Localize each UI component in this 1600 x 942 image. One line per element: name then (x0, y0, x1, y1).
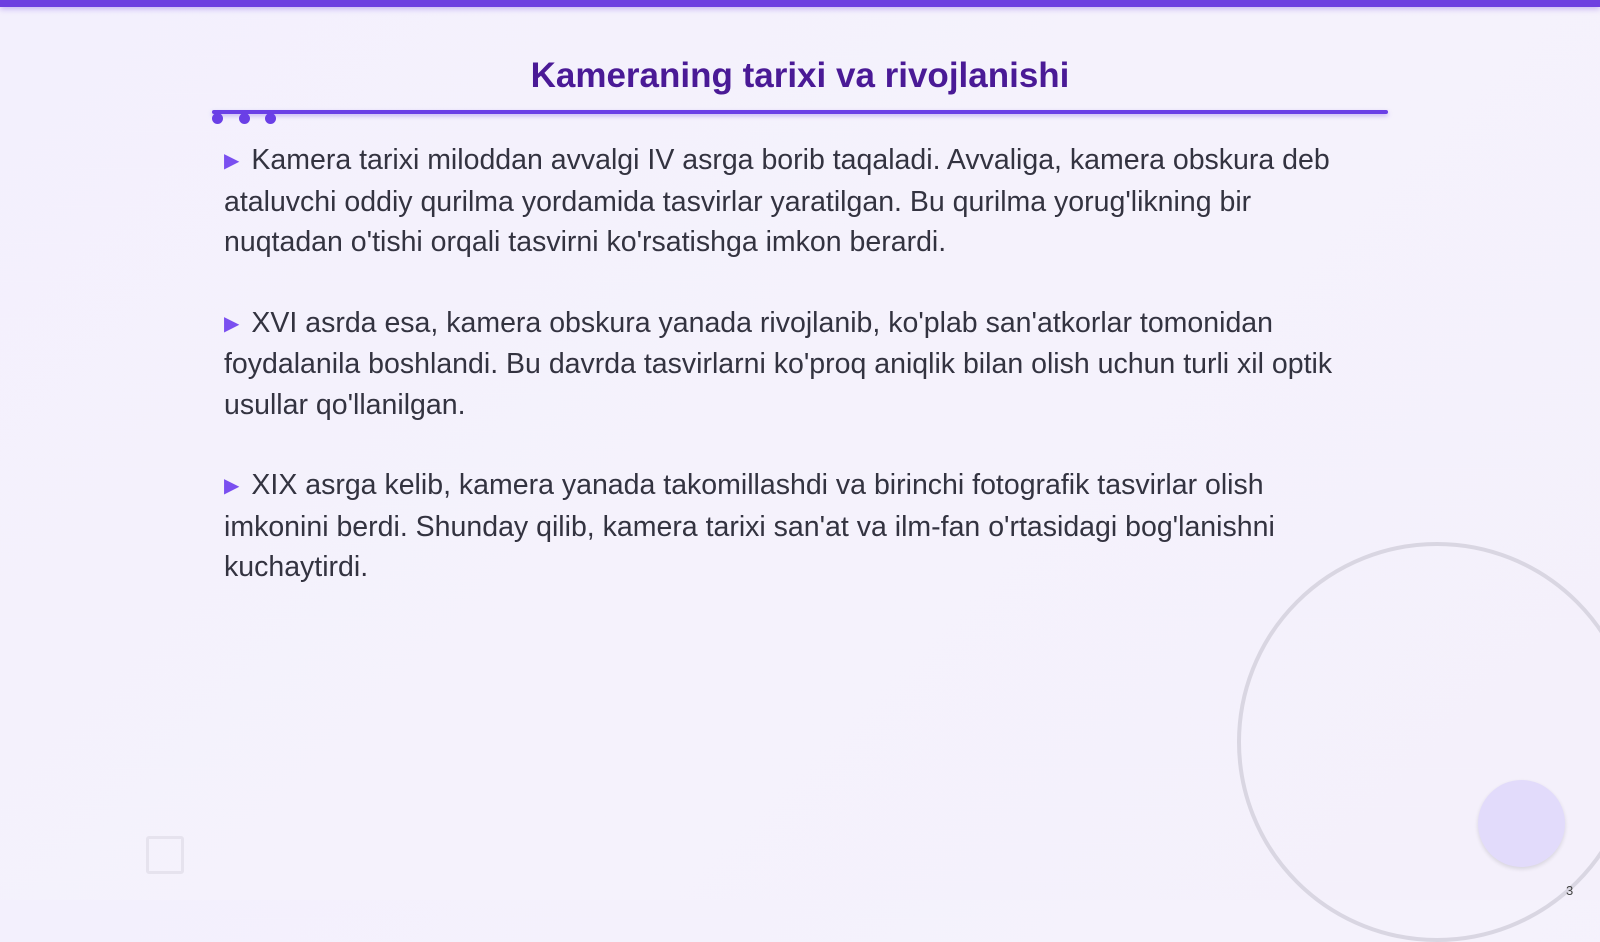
play-triangle-icon: ▶ (224, 475, 240, 497)
divider-dot (265, 113, 276, 124)
decorative-circle (1478, 780, 1565, 867)
slide-body (224, 140, 1374, 628)
paragraph-text: XVI asrda esa, kamera obskura yanada rivojlanib, ko'plab san'atkorlar tomonidan foydalanila boshlandi. Bu davrda tasvirlarni ko'proq aniqlik bilan olish uchun turli xil optik usullar qo'llanilgan. (224, 306, 1333, 421)
title-divider (212, 110, 1388, 114)
slide-title: Kameraning tarixi va rivojlanishi (530, 56, 1070, 95)
paragraph-text: XIX asrga kelib, kamera yanada takomillashdi va birinchi fotografik tasvirlar olish imkonini berdi. Shunday qilib, kamera tarixi san'at va ilm-fan o'rtasidagi bog'lanishni kuchaytirdi. (224, 469, 1275, 583)
decorative-square (146, 836, 184, 874)
play-triangle-icon: ▶ (224, 150, 240, 172)
bullet-paragraph (224, 303, 1374, 426)
page-number: 3 (1566, 883, 1574, 898)
divider-dot (212, 113, 223, 124)
paragraph-text: Kamera tarixi miloddan avvalgi IV asrga borib taqaladi. Avvaliga, kamera obskura deb ataluvchi oddiy qurilma yordamida tasvirlar yaratilgan. Bu qurilma yorug'likning bir nuqtadan o'tishi orqali tasvirni ko'rsatishga imkon berardi. (224, 144, 1330, 258)
bullet-paragraph (224, 140, 1374, 263)
divider-dot (239, 113, 250, 124)
bullet-paragraph (224, 465, 1374, 588)
top-accent-bar (0, 0, 1600, 7)
play-triangle-icon: ▶ (224, 312, 240, 335)
